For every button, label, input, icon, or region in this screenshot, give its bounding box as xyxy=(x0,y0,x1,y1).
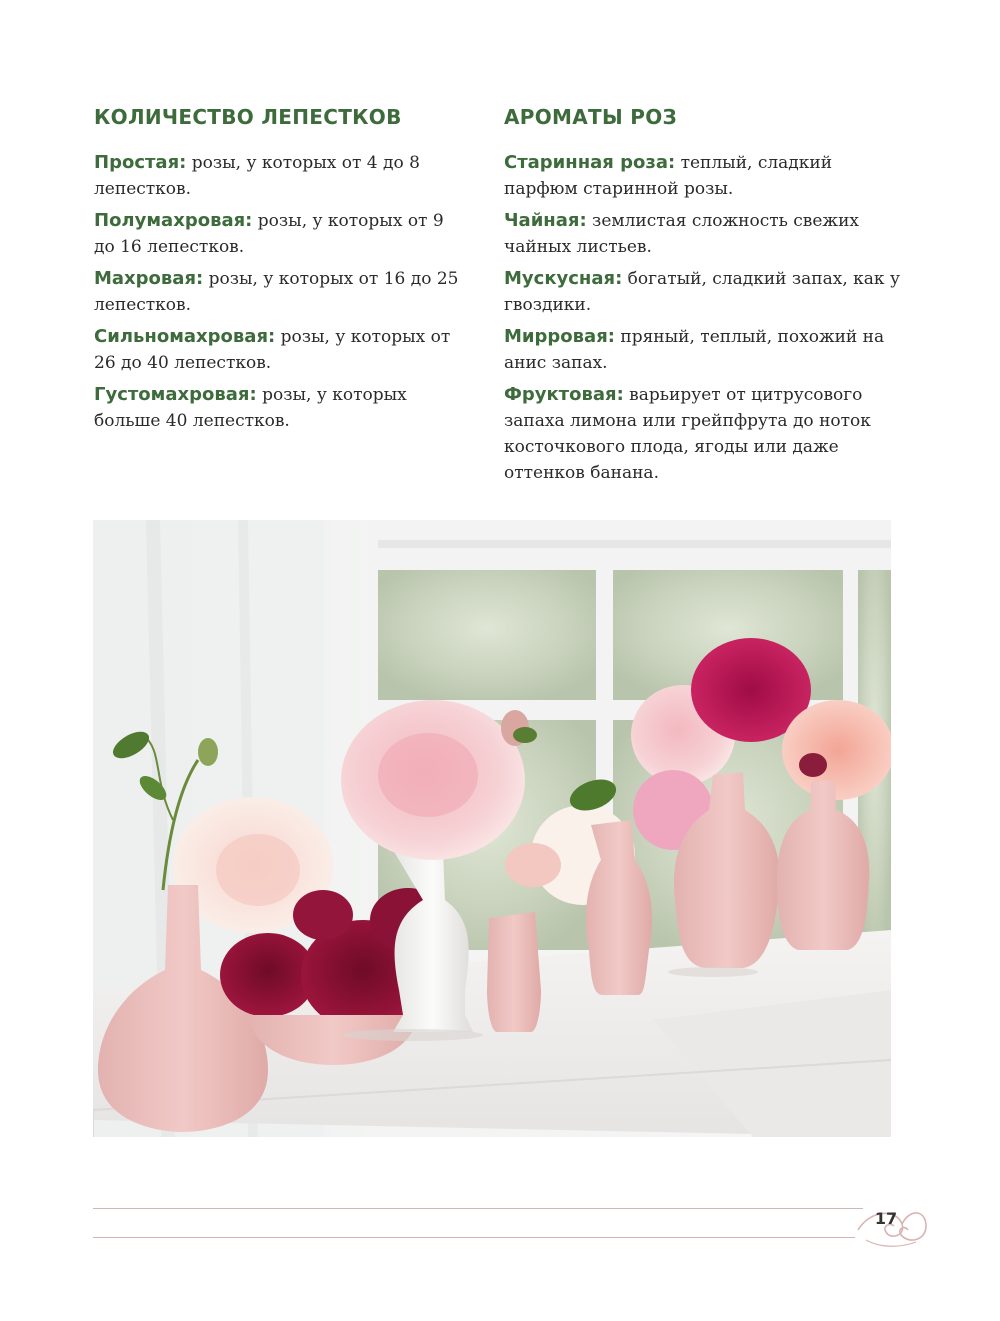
definition-term: Мирровая: xyxy=(504,326,615,347)
definition-text: розы, у которых больше 40 лепестков. xyxy=(94,385,407,431)
roses-in-vases-photo xyxy=(93,520,891,1137)
footer-rule-bottom xyxy=(93,1237,855,1238)
definition-text: розы, у которых от 9 до 16 лепестков. xyxy=(94,211,444,257)
petal-count-section xyxy=(94,100,469,440)
definition-term: Простая: xyxy=(94,152,187,173)
definition-entry xyxy=(94,150,469,202)
definition-text: пряный, теплый, похожий на анис запах. xyxy=(504,327,885,373)
definition-entry xyxy=(504,266,904,318)
definition-term: Мускусная: xyxy=(504,268,623,289)
definition-entry xyxy=(504,382,904,486)
page-number: 17 xyxy=(874,1209,898,1228)
definition-term: Сильномахровая: xyxy=(94,326,276,347)
definition-entry xyxy=(94,324,469,376)
definition-term: Полумахровая: xyxy=(94,210,253,231)
footer-rule-top xyxy=(93,1208,863,1209)
definition-entry xyxy=(504,324,904,376)
definition-text: розы, у которых от 4 до 8 лепестков. xyxy=(94,153,420,199)
definition-text: розы, у которых от 16 до 25 лепестков. xyxy=(94,269,459,315)
rose-scents-section xyxy=(504,100,904,492)
definition-text: розы, у которых от 26 до 40 лепестков. xyxy=(94,327,451,373)
definition-text: богатый, сладкий запах, как у гвоздики. xyxy=(504,269,900,315)
definition-text: теплый, сладкий парфюм старинной розы. xyxy=(504,153,833,199)
roses-illustration xyxy=(93,520,891,1137)
definition-text: землистая сложность свежих чайных листьев. xyxy=(504,211,859,257)
definition-term: Фруктовая: xyxy=(504,384,624,405)
section-heading: АРОМАТЫ РОЗ xyxy=(504,105,678,129)
definition-term: Махровая: xyxy=(94,268,204,289)
definition-entry xyxy=(504,150,904,202)
definition-entry xyxy=(94,382,469,434)
definition-text: варьирует от цитрусового запаха лимона или грейпфрута до ноток косточкового плода, ягоды или даже оттенков банана. xyxy=(504,385,871,483)
definition-term: Чайная: xyxy=(504,210,587,231)
definition-entry xyxy=(94,208,469,260)
definition-entry xyxy=(94,266,469,318)
definition-entry xyxy=(504,208,904,260)
definition-term: Густомахровая: xyxy=(94,384,257,405)
section-heading: КОЛИЧЕСТВО ЛЕПЕСТКОВ xyxy=(94,105,402,129)
definition-term: Старинная роза: xyxy=(504,152,676,173)
